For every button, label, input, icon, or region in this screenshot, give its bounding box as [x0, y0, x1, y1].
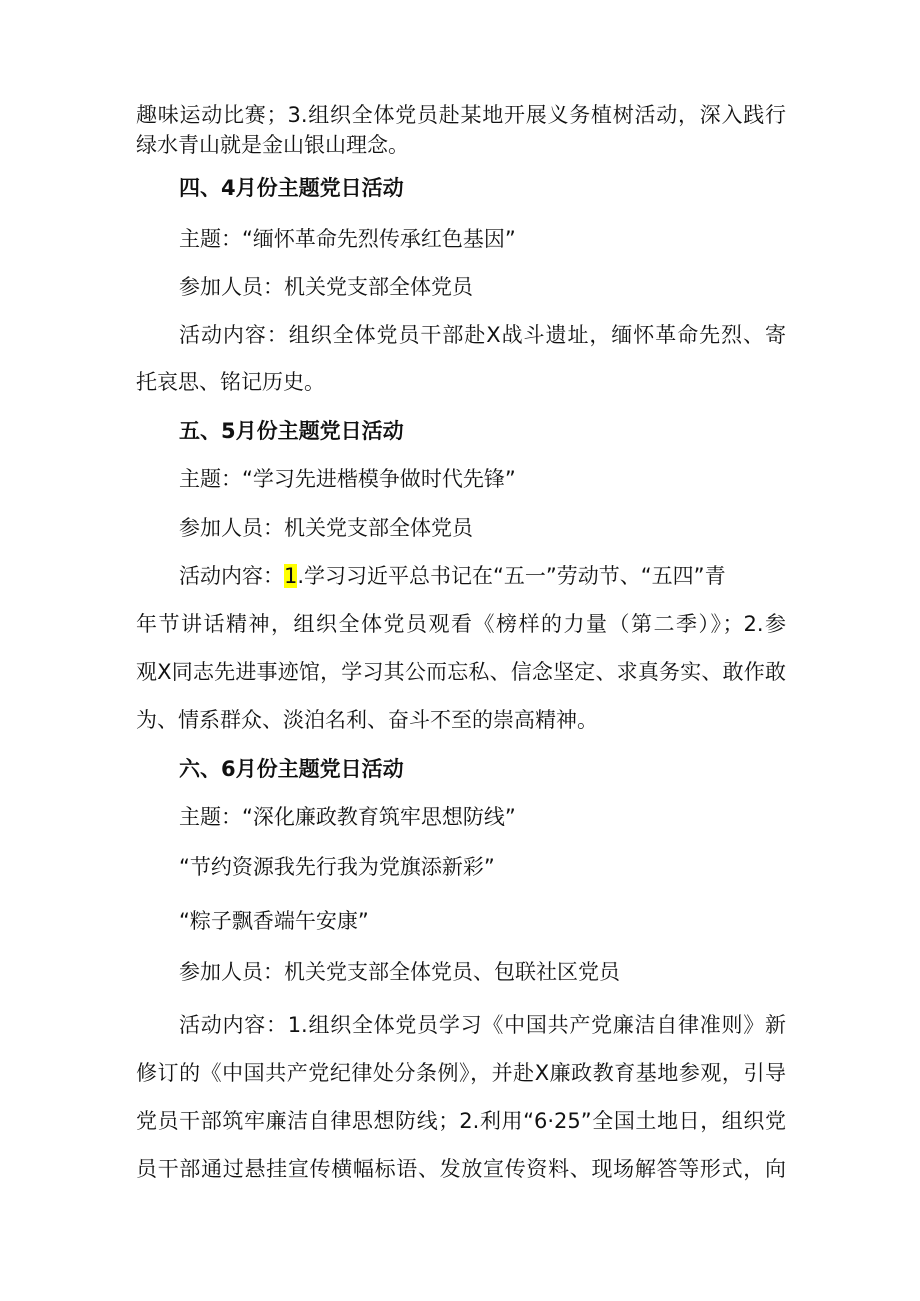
- text-segment: 活动内容：: [179, 564, 284, 588]
- participants-line: 参加人员：机关党支部全体党员、包联社区党员: [179, 960, 620, 984]
- highlighted-text: 1: [284, 564, 298, 588]
- theme-line: “粽子飘香端午安康”: [179, 909, 369, 933]
- section-heading-april: 四、4月份主题党日活动: [179, 176, 404, 200]
- section-heading-june: 六、6月份主题党日活动: [179, 757, 404, 781]
- paragraph-line: 托哀思、铭记历史。: [136, 370, 325, 394]
- paragraph-line-highlighted: [179, 561, 786, 591]
- participants-line: 参加人员：机关党支部全体党员: [179, 516, 473, 540]
- theme-line: 主题：“学习先进楷模争做时代先锋”: [179, 467, 516, 491]
- paragraph-line: 活动内容：组织全体党员干部赴X战斗遗址，缅怀革命先烈、寄: [179, 323, 786, 347]
- paragraph-line: 为、情系群众、淡泊名利、奋斗不至的崇高精神。: [136, 708, 598, 732]
- paragraph-line: 趣味运动比赛；3.组织全体党员赴某地开展义务植树活动，深入践行: [136, 103, 786, 127]
- paragraph-line: 绿水青山就是金山银山理念。: [136, 133, 409, 157]
- section-heading-may: 五、5月份主题党日活动: [179, 419, 404, 443]
- theme-line: 主题：“缅怀革命先烈传承红色基因”: [179, 227, 516, 251]
- text-segment: .学习习近平总书记在“五一”劳动节、“五四”青: [297, 564, 726, 588]
- participants-line: 参加人员：机关党支部全体党员: [179, 275, 473, 299]
- paragraph-line: 观X同志先进事迹馆，学习其公而忘私、信念坚定、求真务实、敢作敢: [136, 660, 786, 684]
- paragraph-line: 员干部通过悬挂宣传横幅标语、发放宣传资料、现场解答等形式，向: [136, 1157, 786, 1181]
- theme-line: “节约资源我先行我为党旗添新彩”: [179, 855, 495, 879]
- paragraph-line: 党员干部筑牢廉洁自律思想防线；2.利用“6·25”全国土地日，组织党: [136, 1109, 786, 1133]
- theme-line: 主题：“深化廉政教育筑牢思想防线”: [179, 805, 516, 829]
- paragraph-line: 活动内容：1.组织全体党员学习《中国共产党廉洁自律准则》新: [179, 1013, 786, 1037]
- paragraph-line: 年节讲话精神，组织全体党员观看《榜样的力量（第二季）》；2.参: [136, 612, 786, 636]
- paragraph-line: 修订的《中国共产党纪律处分条例》，并赴X廉政教育基地参观，引导: [136, 1061, 786, 1085]
